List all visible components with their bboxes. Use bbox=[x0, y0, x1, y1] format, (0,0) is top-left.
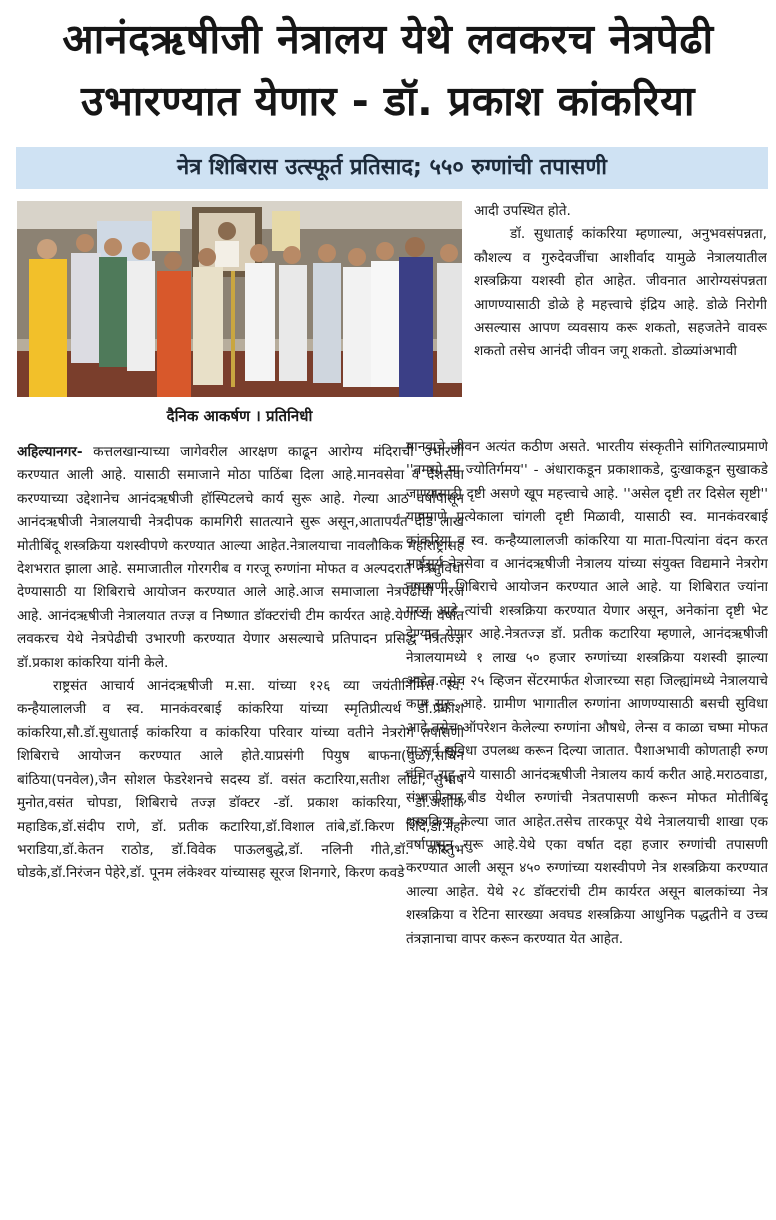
paragraph-1-text: कत्तलखान्याच्या जागेवरील आरक्षण काढून आरोग्य मंदिराची उभारणी करण्यात आली आहे. यासाठी समाजाने मोठा पाठिंबा दिला आहे.मानवसेवा व देशसेवा करण्याच्या उद्देशानेच आनंदऋषीजी हॉस्पिटलचे कार्य सुरू आहे. गेल्या आठ वर्षांपासून आनंदऋषीजी नेत्रालयाची नेत्रदीपक कामगिरी सातत्याने सुरू असून,आतापर्यंत दीड लाख मोतीबिंदू शस्त्रक्रिया यशस्वीपणे करण्यात आल्या आहेत.नेत्रालयाचा नावलौकिक महाराष्ट्रासह देशभरात झाला आहे. समाजातील गोरगरीब व गरजू रुग्णांना मोफत व अल्पदरात नेत्रसुविधा देण्यासाठी या शिबिराचे आयोजन करण्यात आले आहे.आज समाजाला नेत्रपेढीची गरज आहे. आनंदऋषीजी नेत्रालयात तज्ज्ञ व निष्णात डॉक्टरांची टीम कार्यरत आहे.येणाऱ्या वर्षात लवकरच येथे नेत्रपेढीची उभारणी करण्यात येणार असल्याचे प्रतिपादन प्रसिद्ध नेत्रतज्ज्ञ डॉ.प्रकाश कांकरिया यांनी केले. bbox=[17, 444, 464, 671]
article-column-right-bottom bbox=[406, 436, 768, 1211]
dateline: अहिल्यानगर- bbox=[17, 444, 83, 460]
article-column-left bbox=[17, 441, 464, 1217]
article-column-right-top bbox=[474, 200, 767, 445]
paragraph-5: मानवाचे जीवन अत्यंत कठीण असते. भारतीय संस्कृतीने सांगितल्याप्रमाणे ''तमसो मा ज्योतिर्गमय'' - अंधाराकडून प्रकाशाकडे, दुःखाकडून सुखाकडे जाण्यासाठी दृष्टी असणे खूप महत्त्वाचे आहे. ''असेल दृष्टी तर दिसेल सृष्टी'' याप्रमाणे प्रत्येकाला चांगली दृष्टी मिळावी, यासाठी स्व. मानकंवरबाई कांकरिया व स्व. कन्हैय्यालालजी कांकरिया या माता-पित्यांना वंदन करत साईसूर्य नेत्रसेवा व आनंदऋषीजी नेत्रालय यांच्या संयुक्त विद्यमाने नेत्ररोग तपासणी शिबिराचे आयोजन करण्यात आले आहे. या शिबिरात ज्यांना गरज आहे त्यांची शस्त्रक्रिया करण्यात येणार असून, अनेकांना दृष्टी भेट देण्यात येणार आहे.नेत्रतज्ज्ञ डॉ. प्रतीक कटारिया म्हणाले, आनंदऋषीजी नेत्रालयामध्ये १ लाख ५० हजार रुग्णांच्या शस्त्रक्रिया यशस्वी झाल्या आहेत.तसेच २५ व्हिजन सेंटरमार्फत शेजारच्या सहा जिल्ह्यांमध्ये नेत्रालयाचे काम सुरू आहे. ग्रामीण भागातील रुग्णांना आणण्यासाठी बसची सुविधा आहे.तसेच ऑपरेशन केलेल्या रुग्णांना औषधे, लेन्स व काळा चष्मा मोफत या सर्व सुविधा उपलब्ध करून दिल्या जातात. पैशाअभावी कोणताही रुग्ण वंचित राहू नये यासाठी आनंदऋषीजी नेत्रालय कार्य करीत आहे.मराठवाडा, संभाजीनगर,बीड येथील रुग्णांची नेत्रतपासणी करून मोफत मोतीबिंदू शस्त्रक्रिया केल्या जात आहेत.तसेच तारकपूर येथे नेत्रालयाची शाखा एक वर्षापासून सुरू आहे.येथे एका वर्षात दहा हजार रुग्णांची तपासणी करण्यात आली असून ४५० रुग्णांच्या यशस्वीपणे नेत्र शस्त्रक्रिया करण्यात आल्या आहेत. येथे २८ डॉक्टरांची टीम कार्यरत असून बालकांच्या नेत्र शस्त्रक्रिया व रेटिना सारख्या अवघड शस्त्रक्रिया आधुनिक पद्धतीने व उच्च तंत्रज्ञानाचा वापर करून करण्यात येत आहेत. bbox=[406, 439, 768, 947]
byline: दैनिक आकर्षण । प्रतिनिधी bbox=[166, 407, 313, 425]
subheadline: नेत्र शिबिरास उत्स्फूर्त प्रतिसाद; ५५० रुग्णांची तपासणी bbox=[16, 147, 768, 189]
headline-line-2: उभारण्यात येणार - डॉ. प्रकाश कांकरिया bbox=[81, 77, 695, 125]
paragraph-3: आदी उपस्थित होते. bbox=[474, 203, 571, 219]
event-photo bbox=[17, 201, 462, 397]
paragraph-4: डॉ. सुधाताई कांकरिया म्हणाल्या, अनुभवसंपन्नता, कौशल्य व गुरुदेवजींचा आशीर्वाद यामुळे नेत्रालयातील शस्त्रक्रिया यशस्वी होत आहेत. जीवनात आरोग्यसंपन्नता आणण्यासाठी डोळे हे महत्त्वाचे इंद्रिय आहे. डोळे निरोगी असल्यास आपण व्यवसाय करू शकतो, सहजतेने वावरू शकतो तसेच आनंदी जीवन जगू शकतो. डोळ्यांअभावी bbox=[474, 226, 767, 360]
paragraph-1 bbox=[17, 441, 464, 675]
headline-line-1: आनंदऋषीजी नेत्रालय येथे लवकरच नेत्रपेढी bbox=[62, 15, 714, 63]
headline bbox=[0, 8, 776, 132]
paragraph-2: राष्ट्रसंत आचार्य आनंदऋषीजी म.सा. यांच्या १२६ व्या जयंतीनिमित्त स्व. कन्हैयालालजी व स्व. मानकंवरबाई कांकरिया यांच्या स्मृतिप्रीत्यर्थ डॉ.प्रकाश कांकरिया,सौ.डॉ.सुधाताई कांकरिया व कांकरिया परिवार यांच्या वतीने नेत्ररोग तपासणी शिबिराचे आयोजन करण्यात आले होते.याप्रसंगी पियुष बाफना(धुळे),सचिन बांठिया(पनवेल),जैन सोशल फेडरेशनचे सदस्य डॉ. वसंत कटारिया,सतीश लोढा, सुभाष मुनोत,वसंत चोपडा, शिबिराचे तज्ज्ञ डॉक्टर -डॉ. प्रकाश कांकरिया, डॉ.अशोक महाडिक,डॉ.संदीप राणे, डॉ. प्रतीक कटारिया,डॉ.विशाल तांबे,डॉ.किरण शिंदे,डॉ.नेहा भराडिया,डॉ.केतन राठोड, डॉ.विवेक पाऊलबुद्धे,डॉ. नलिनी गीते,डॉ. कौस्तुभ घोडके,डॉ.निरंजन पेहेरे,डॉ. पूनम लंकेश्वर यांच्यासह सूरज शिनगारे, किरण कवडे bbox=[17, 678, 464, 882]
